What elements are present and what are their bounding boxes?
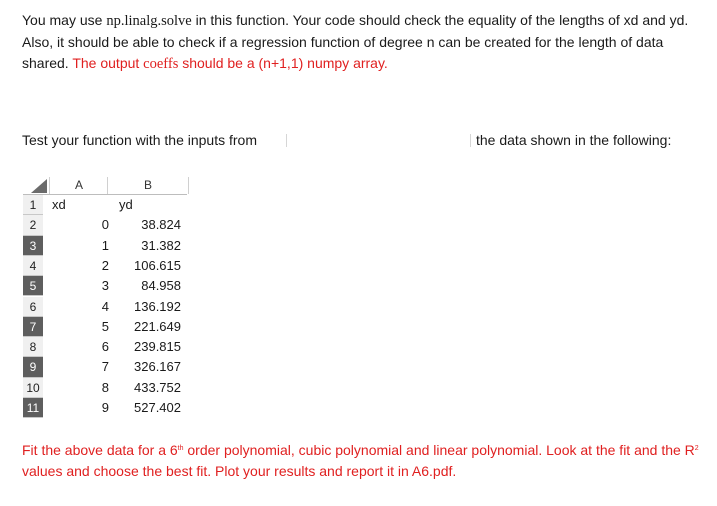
table-row xyxy=(23,378,187,398)
xd-value: 1 xyxy=(101,237,109,253)
cell-xd[interactable]: xd xyxy=(52,197,66,212)
xd-value: 6 xyxy=(101,339,109,355)
intro-text: You may use xyxy=(22,12,107,28)
table-row xyxy=(23,357,187,377)
divider xyxy=(470,134,471,147)
code-np-linalg-solve: np.linalg.solve xyxy=(106,13,192,29)
table-row xyxy=(23,256,187,276)
cell-yd[interactable]: 326.167 xyxy=(134,359,181,375)
column-header-a[interactable]: A xyxy=(49,177,108,194)
row-number[interactable]: 10 xyxy=(23,378,43,398)
cell-yd[interactable]: 221.649 xyxy=(134,318,181,334)
row-number[interactable]: 3 xyxy=(23,236,43,256)
cell-xd[interactable] xyxy=(49,256,107,276)
xd-value: 2 xyxy=(101,257,109,273)
divider xyxy=(286,134,287,147)
cell-xd[interactable] xyxy=(49,337,107,357)
row-number[interactable]: 8 xyxy=(23,337,43,357)
cell-xd[interactable] xyxy=(49,236,107,256)
table-row xyxy=(23,398,187,418)
row-number[interactable]: 5 xyxy=(23,276,43,296)
row-number[interactable]: 1 xyxy=(23,195,43,215)
cell-yd[interactable]: 433.752 xyxy=(134,379,181,395)
xd-value: 5 xyxy=(101,318,109,334)
xd-value: 3 xyxy=(101,278,109,294)
output-requirement: The output coeffs should be a (n+1,1) numpy array. xyxy=(72,55,388,72)
cell-yd[interactable]: 84.958 xyxy=(141,278,181,294)
table-row xyxy=(23,215,187,235)
xd-value: 9 xyxy=(101,400,109,415)
row-number[interactable]: 7 xyxy=(23,317,43,337)
cell-xd[interactable] xyxy=(49,317,107,337)
table-row xyxy=(23,276,187,296)
table-row xyxy=(23,195,187,215)
xd-value: 4 xyxy=(101,298,109,314)
code-coeffs: coeffs xyxy=(143,56,179,72)
column-header-b[interactable]: B xyxy=(107,177,189,194)
cell-xd[interactable] xyxy=(49,276,107,296)
cell-xd[interactable] xyxy=(49,357,107,377)
xd-value: 0 xyxy=(101,217,109,233)
cell-yd[interactable]: 106.615 xyxy=(134,257,181,273)
intro-text-2: in this function. Your code should check the equality of the lengths of xd and yd. Also, it should be able to check if a regression function of degree n can be created for the length of data shared. xyxy=(22,12,689,71)
row-number[interactable]: 9 xyxy=(23,357,43,377)
table-row xyxy=(23,317,187,337)
cell-yd[interactable]: 136.192 xyxy=(134,298,181,314)
xd-value: 7 xyxy=(101,359,109,375)
fit-instructions: Fit the above data for a 6th order polynomial, cubic polynomial and linear polynomial. Look at the fit and the $R^2$ values and choose the best fit. Plot your results and report it in A6.pdf. xyxy=(22,442,699,479)
row-number[interactable]: 4 xyxy=(23,256,43,276)
cell-xd[interactable] xyxy=(49,297,107,317)
select-all-corner[interactable] xyxy=(23,177,49,194)
cell-yd[interactable]: 31.382 xyxy=(141,237,181,253)
cell-yd[interactable]: 527.402 xyxy=(134,400,181,415)
row-number[interactable]: 2 xyxy=(23,215,43,235)
row-number[interactable]: 11 xyxy=(23,398,43,418)
test-instruction-left: Test your function with the inputs from xyxy=(22,132,257,148)
table-row xyxy=(23,337,187,357)
cell-xd[interactable] xyxy=(49,398,107,418)
test-instruction-right: the data shown in the following: xyxy=(476,132,672,148)
table-row xyxy=(23,236,187,256)
instructions-paragraph xyxy=(22,10,702,75)
select-all-triangle-icon xyxy=(31,179,47,193)
table-row xyxy=(23,297,187,317)
row-number[interactable]: 6 xyxy=(23,297,43,317)
cell-yd[interactable]: 38.824 xyxy=(141,217,181,233)
xd-value: 8 xyxy=(101,379,109,395)
cell-xd[interactable] xyxy=(49,215,107,235)
column-header-row xyxy=(23,177,187,195)
cell-yd[interactable]: 239.815 xyxy=(134,339,181,355)
cell-yd[interactable]: yd xyxy=(119,197,133,212)
cell-xd[interactable] xyxy=(49,378,107,398)
